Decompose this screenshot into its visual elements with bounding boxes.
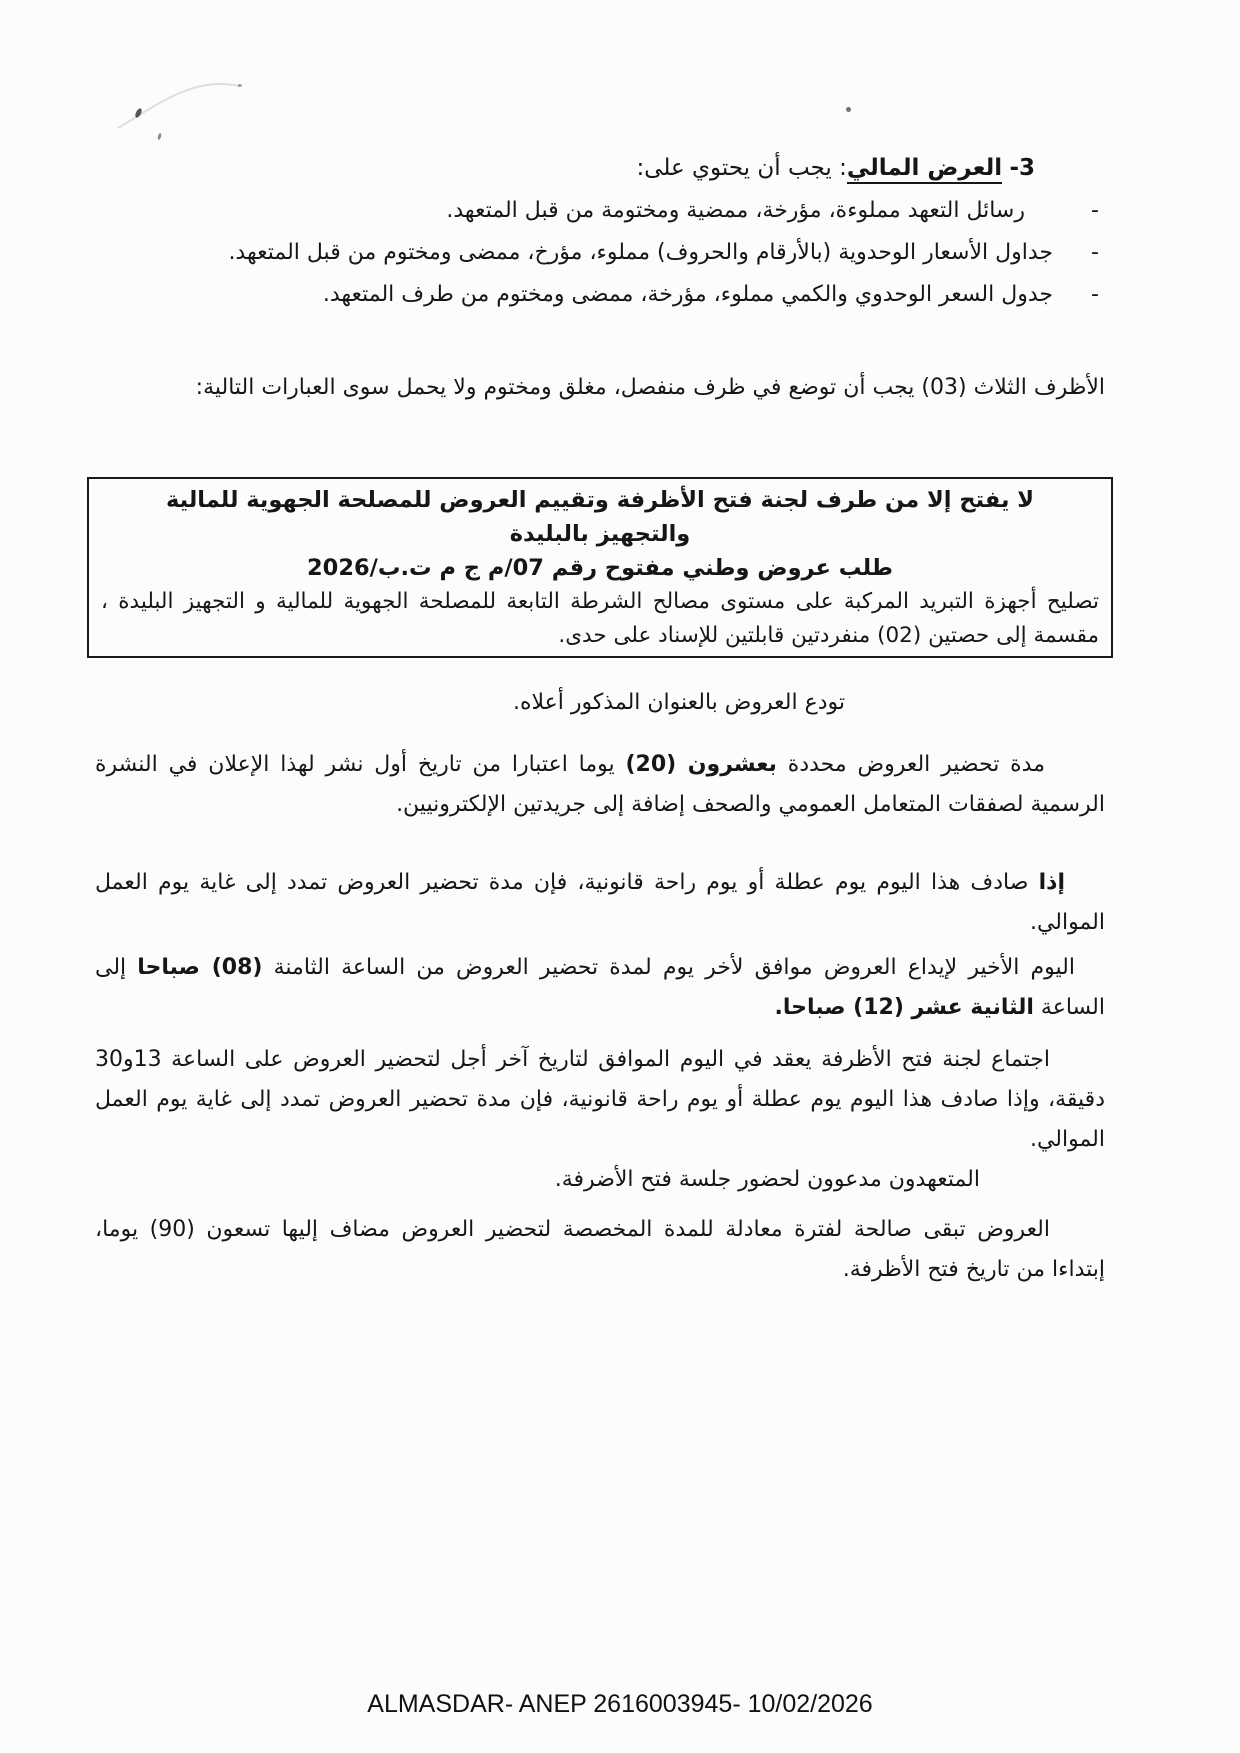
section-title: [636, 145, 1035, 191]
text-run: مدة تحضير العروض محددة: [776, 752, 1046, 777]
bold-run-if: إذا: [1038, 870, 1065, 895]
section-heading: العرض المالي: [847, 155, 1002, 184]
list-item: [95, 274, 1105, 316]
list-item: [95, 190, 1105, 232]
validity-paragraph: العروض تبقى صالحة لفترة معادلة للمدة المخصصة لتحضير العروض مضاف إليها تسعون (90) يوما، إبتداءا من تاريخ فتح الأظرفة.: [95, 1217, 1105, 1282]
notice-box-tender-number: طلب عروض وطني مفتوح رقم 07/م ج م ت.ب/2026: [307, 555, 893, 581]
pen-scratch-mark: [112, 62, 272, 142]
section-number: 3-: [1009, 155, 1035, 181]
notice-box-title-line2: والتجهيز بالبليدة: [509, 521, 691, 547]
bullet-dash: -: [1091, 282, 1099, 307]
bold-run-eight-am: (08) صباحا: [137, 955, 263, 980]
bullet-text: جداول الأسعار الوحدوية (بالأرقام والحروف) مملوء، مؤرخ، ممضى ومختوم من قبل المتعهد.: [228, 240, 1053, 265]
publication-reference-footer: ALMASDAR- ANEP 2616003945- 10/02/2026: [367, 1690, 873, 1718]
text-run: اليوم الأخير لإيداع العروض موافق لأخر يوم لمدة تحضير العروض من الساعة الثامنة: [262, 955, 1075, 980]
bullet-text: جدول السعر الوحدوي والكمي مملوء، مؤرخة، ممضى ومختوم من طرف المتعهد.: [322, 282, 1053, 307]
text-run: صادف هذا اليوم يوم عطلة أو يوم راحة قانونية، فإن مدة تحضير العروض تمدد إلى غاية يوم العمل الموالي.: [95, 870, 1105, 935]
bullet-dash: -: [1091, 198, 1099, 223]
text-run: يوما اعتبارا من تاريخ أول نشر لهذا الإعلان في النشرة الرسمية لصفقات المتعامل العمومي والصحف إضافة إلى جريدتين الإلكترونيين.: [95, 752, 1105, 817]
scan-speckle: [846, 107, 851, 112]
scan-speckle: [238, 84, 242, 87]
bold-run-twenty-days: بعشرون (20): [625, 752, 777, 777]
last-day-paragraph: [95, 948, 1105, 1028]
bullet-dash: -: [1091, 240, 1099, 265]
bold-run-twelve: الثانية عشر (12) صباحا.: [774, 995, 1034, 1020]
deposit-paragraph: تودع العروض بالعنوان المذكور أعلاه.: [512, 690, 845, 715]
opening-meeting-paragraph: اجتماع لجنة فتح الأظرفة يعقد في اليوم الموافق لتاريخ آخر أجل لتحضير العروض على الساعة 13و30 دقيقة، وإذا صادف هذا اليوم يوم عطلة أو يوم راحة قانونية، فإن مدة تحضير العروض تمدد إلى غاية يوم العمل الموالي.: [95, 1047, 1105, 1152]
bullet-text: رسائل التعهد مملوءة، مؤرخة، ممضية ومختومة من قبل المتعهد.: [446, 198, 1025, 223]
tender-notice-box: [87, 477, 1113, 658]
invitation-paragraph: المتعهدون مدعوون لحضور جلسة فتح الأضرفة.: [554, 1167, 980, 1192]
envelopes-note-paragraph: الأظرف الثلاث (03) يجب أن توضع في ظرف منفصل، مغلق ومختوم ولا يحمل سوى العبارات التالية:: [195, 375, 1105, 400]
section-heading-suffix: : يجب أن يحتوي على:: [636, 155, 847, 181]
list-item: [95, 232, 1105, 274]
notice-box-subject: تصليح أجهزة التبريد المركبة على مستوى مصالح الشرطة التابعة للمصلحة الجهوية للمالية و التجهيز البليدة ، مقسمة إلى حصتين (02) منفردتين قابلتين للإسناد على حدى.: [101, 589, 1099, 648]
notice-box-title-line1: لا يفتح إلا من طرف لجنة فتح الأظرفة وتقييم العروض للمصلحة الجهوية للمالية: [166, 487, 1034, 513]
preparation-period-paragraph: [95, 745, 1105, 825]
holiday-extension-paragraph: [95, 863, 1105, 943]
text-run: إلى الساعة: [95, 955, 1105, 1020]
financial-offer-bullet-list: [95, 190, 1105, 316]
